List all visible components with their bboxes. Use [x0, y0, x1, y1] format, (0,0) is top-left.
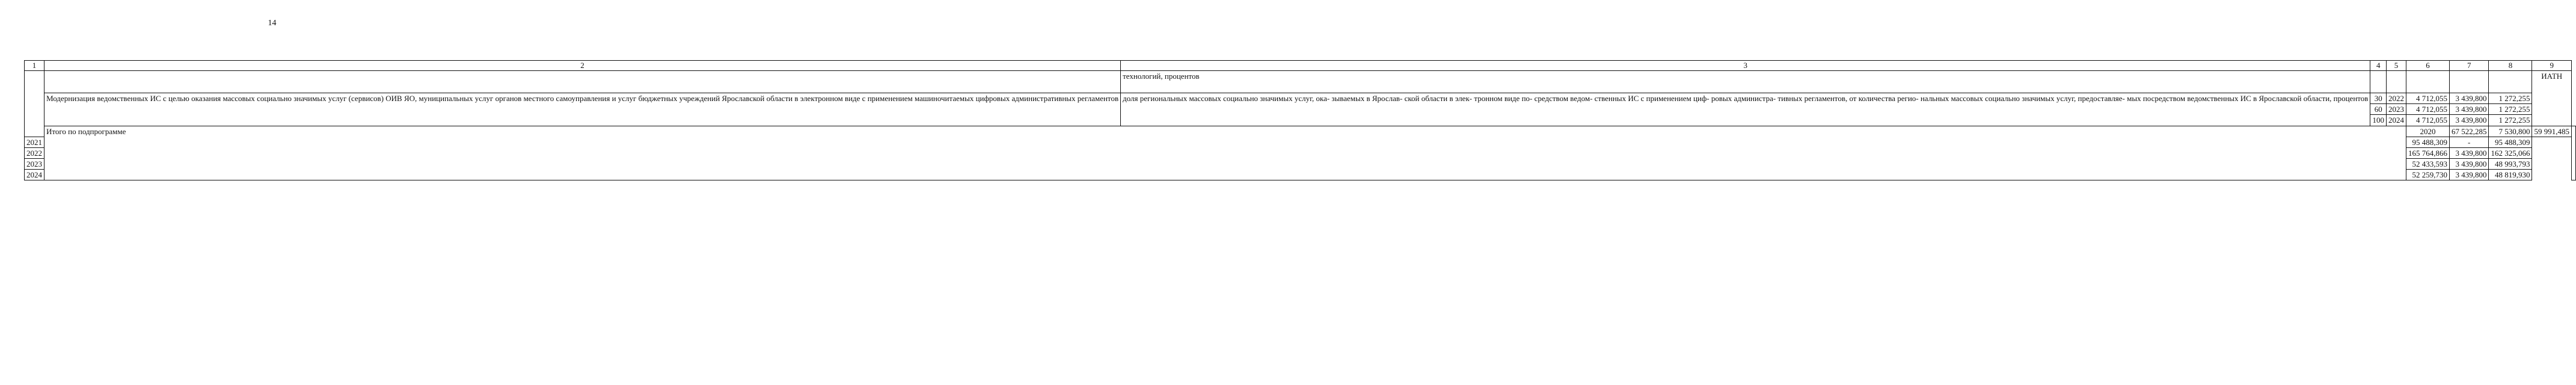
budget-table: [24, 60, 2576, 180]
page-number: 14: [268, 19, 277, 28]
year-cell: 2023: [2386, 104, 2406, 115]
empty-cell: [2406, 71, 2449, 93]
amount-col7: 3 439,800: [2449, 93, 2489, 104]
year-cell: 2020: [2406, 126, 2449, 137]
measure-name: Модернизация ведомственных ИС с целью оказания массовых социально значимых услуг (сервисов) ОИВ ЯО, муниципальных услуг органов местного самоуправления и услуг бюджетных учреждений Ярославской области в электронном виде с применением машиночитаемых цифровых административных регламентов: [44, 93, 1121, 126]
col-header: 4: [2370, 61, 2387, 71]
amount-col7: 7 530,800: [2489, 126, 2532, 137]
row-number-cell: [25, 71, 44, 137]
amount-total: 4 712,055: [2406, 115, 2449, 126]
year-cell: 2022: [2386, 93, 2406, 104]
col-header: 2: [44, 61, 1121, 71]
amount-col7: 3 439,800: [2449, 104, 2489, 115]
year-cell: 2022: [25, 148, 44, 159]
amount-col8: 59 991,485: [2532, 126, 2572, 137]
total-row: [25, 126, 2576, 137]
target-value: 30: [2370, 93, 2387, 104]
amount-col8: 162 325,066: [2489, 148, 2532, 159]
column-number-row: [25, 61, 2576, 71]
empty-cell: [2489, 71, 2532, 93]
amount-col8: 1 272,255: [2489, 104, 2532, 115]
empty-cell: [2449, 71, 2489, 93]
col-header: 8: [2489, 61, 2532, 71]
executor-cell: ИАТН: [2532, 71, 2572, 126]
indicator-continuation: технологий, процентов: [1121, 71, 2370, 93]
amount-col8: 1 272,255: [2489, 93, 2532, 104]
amount-col7: 3 439,800: [2449, 170, 2489, 180]
amount-col8: 48 819,930: [2489, 170, 2532, 180]
amount-col8: 48 993,793: [2489, 159, 2532, 170]
amount-total: 165 764,866: [2406, 148, 2449, 159]
col-header: 3: [1121, 61, 2370, 71]
amount-col7: 3 439,800: [2449, 148, 2489, 159]
col-header: 5: [2386, 61, 2406, 71]
empty-cell: [2370, 71, 2387, 93]
year-cell: 2023: [25, 159, 44, 170]
prev-name-cell: [44, 71, 1121, 93]
col-header: 1: [25, 61, 44, 71]
target-value: 100: [2370, 115, 2387, 126]
amount-col7: 3 439,800: [2449, 159, 2489, 170]
total-label: Итого по подпрограмме: [44, 126, 2406, 180]
year-cell: 2024: [2386, 115, 2406, 126]
col-header: 9: [2532, 61, 2572, 71]
amount-col7: 3 439,800: [2449, 115, 2489, 126]
amount-total: 95 488,309: [2406, 137, 2449, 148]
amount-total: 4 712,055: [2406, 104, 2449, 115]
amount-total: 67 522,285: [2449, 126, 2489, 137]
year-cell: 2024: [25, 170, 44, 180]
total-executor-cell: [2571, 126, 2575, 180]
amount-col8: 1 272,255: [2489, 115, 2532, 126]
amount-col7: -: [2449, 137, 2489, 148]
target-value: 60: [2370, 104, 2387, 115]
amount-col8: 95 488,309: [2489, 137, 2532, 148]
table-row: [25, 93, 2576, 104]
continuation-row: [25, 71, 2576, 93]
col-header: 7: [2449, 61, 2489, 71]
indicator-text: доля региональных массовых социально значимых услуг, ока- зываемых в Ярослав- ской области в элек- тронном виде по- средством ведом- ственных ИС с применением циф- ровых администра- тивных регламентов, от количества регио- нальных массовых социально значимых услуг, предоставляе- мых посредством ведомственных ИС в Ярославской области, процентов: [1121, 93, 2370, 126]
year-cell: 2021: [25, 137, 44, 148]
amount-total: 52 259,730: [2406, 170, 2449, 180]
col-header: 6: [2406, 61, 2449, 71]
amount-total: 52 433,593: [2406, 159, 2449, 170]
amount-total: 4 712,055: [2406, 93, 2449, 104]
empty-cell: [2386, 71, 2406, 93]
